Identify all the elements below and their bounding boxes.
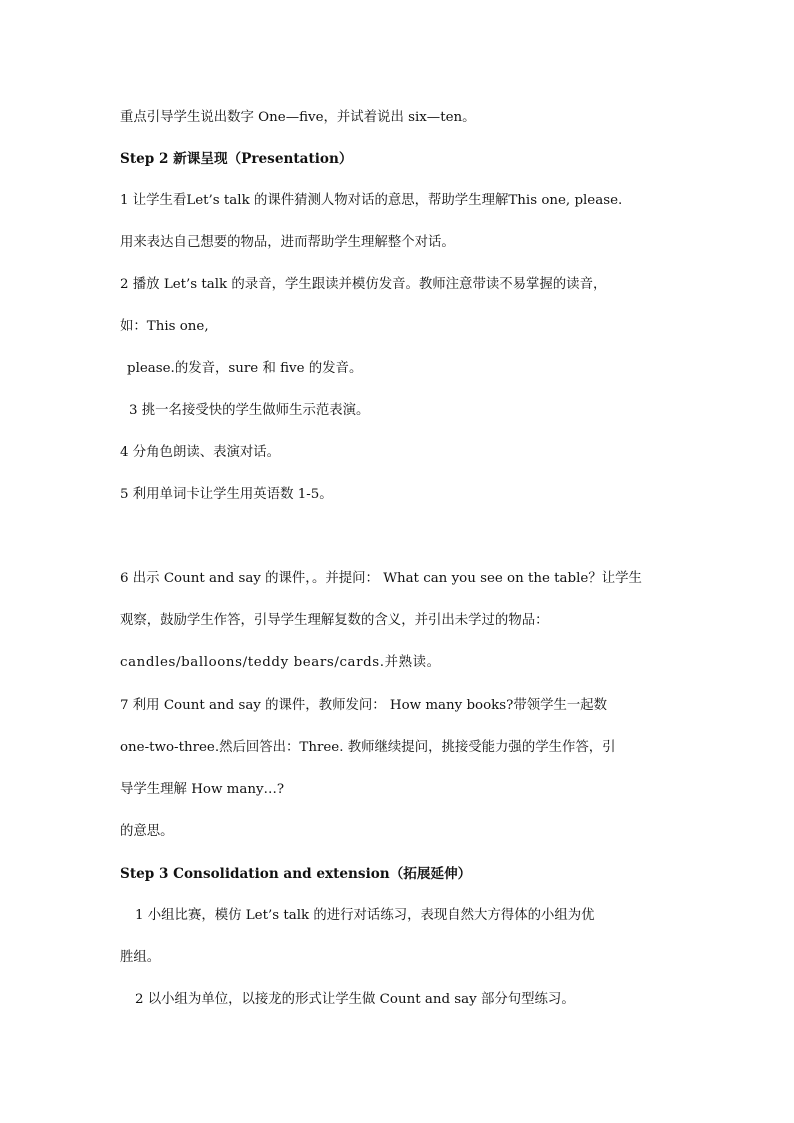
step2-item2-line1: 2 播放 Let’s talk 的录音，学生跟读并模仿发音。教师注意带读不易掌握的读音， xyxy=(120,277,607,292)
step2-item7-line1: 7 利用 Count and say 的课件，教师发问： How many books?带领学生一起数 xyxy=(120,698,608,713)
step2-heading: Step 2 新课呈现（Presentation） xyxy=(120,151,353,167)
step3-heading: Step 3 Consolidation and extension（拓展延伸） xyxy=(120,866,472,882)
step2-item1-line1: 1 让学生看Let’s talk 的课件猜测人物对话的意思，帮助学生理解This one, please. xyxy=(120,193,623,208)
step2-item7-line3: 导学生理解 How many…? xyxy=(120,782,285,797)
intro-line: 重点引导学生说出数字 One—five，并试着说出 six—ten。 xyxy=(120,110,476,125)
step2-item2-line2: 如：This one, xyxy=(120,319,209,334)
step2-item3: 3 挑一名接受快的学生做师生示范表演。 xyxy=(129,403,370,418)
step2-item6-line1: 6 出示 Count and say 的课件，。并提问： What can you see on the table？让学生 xyxy=(120,571,642,586)
step2-item7-line4: 的意思。 xyxy=(120,824,174,839)
step2-item6-line2: 观察，鼓励学生作答，引导学生理解复数的含义，并引出未学过的物品： xyxy=(120,613,549,628)
step2-item7-line2: one-two-three.然后回答出：Three. 教师继续提问，挑接受能力强的学生作答，引 xyxy=(120,740,616,755)
step3-item2: 2 以小组为单位，以接龙的形式让学生做 Count and say 部分句型练习。 xyxy=(135,992,575,1007)
step2-item4: 4 分角色朗读、表演对话。 xyxy=(120,445,281,460)
step3-item1-line2: 胜组。 xyxy=(120,950,161,965)
step2-item5: 5 利用单词卡让学生用英语数 1-5。 xyxy=(120,487,333,502)
step2-item1-line2: 用来表达自己想要的物品，进而帮助学生理解整个对话。 xyxy=(120,235,455,250)
step2-item6-line3: candles/balloons/teddy bears/cards.并熟读。 xyxy=(120,655,441,670)
step2-item2-line3: please.的发音，sure 和 five 的发音。 xyxy=(127,361,363,376)
step3-item1-line1: 1 小组比赛，模仿 Let’s talk 的进行对话练习，表现自然大方得体的小组为优 xyxy=(135,908,595,923)
